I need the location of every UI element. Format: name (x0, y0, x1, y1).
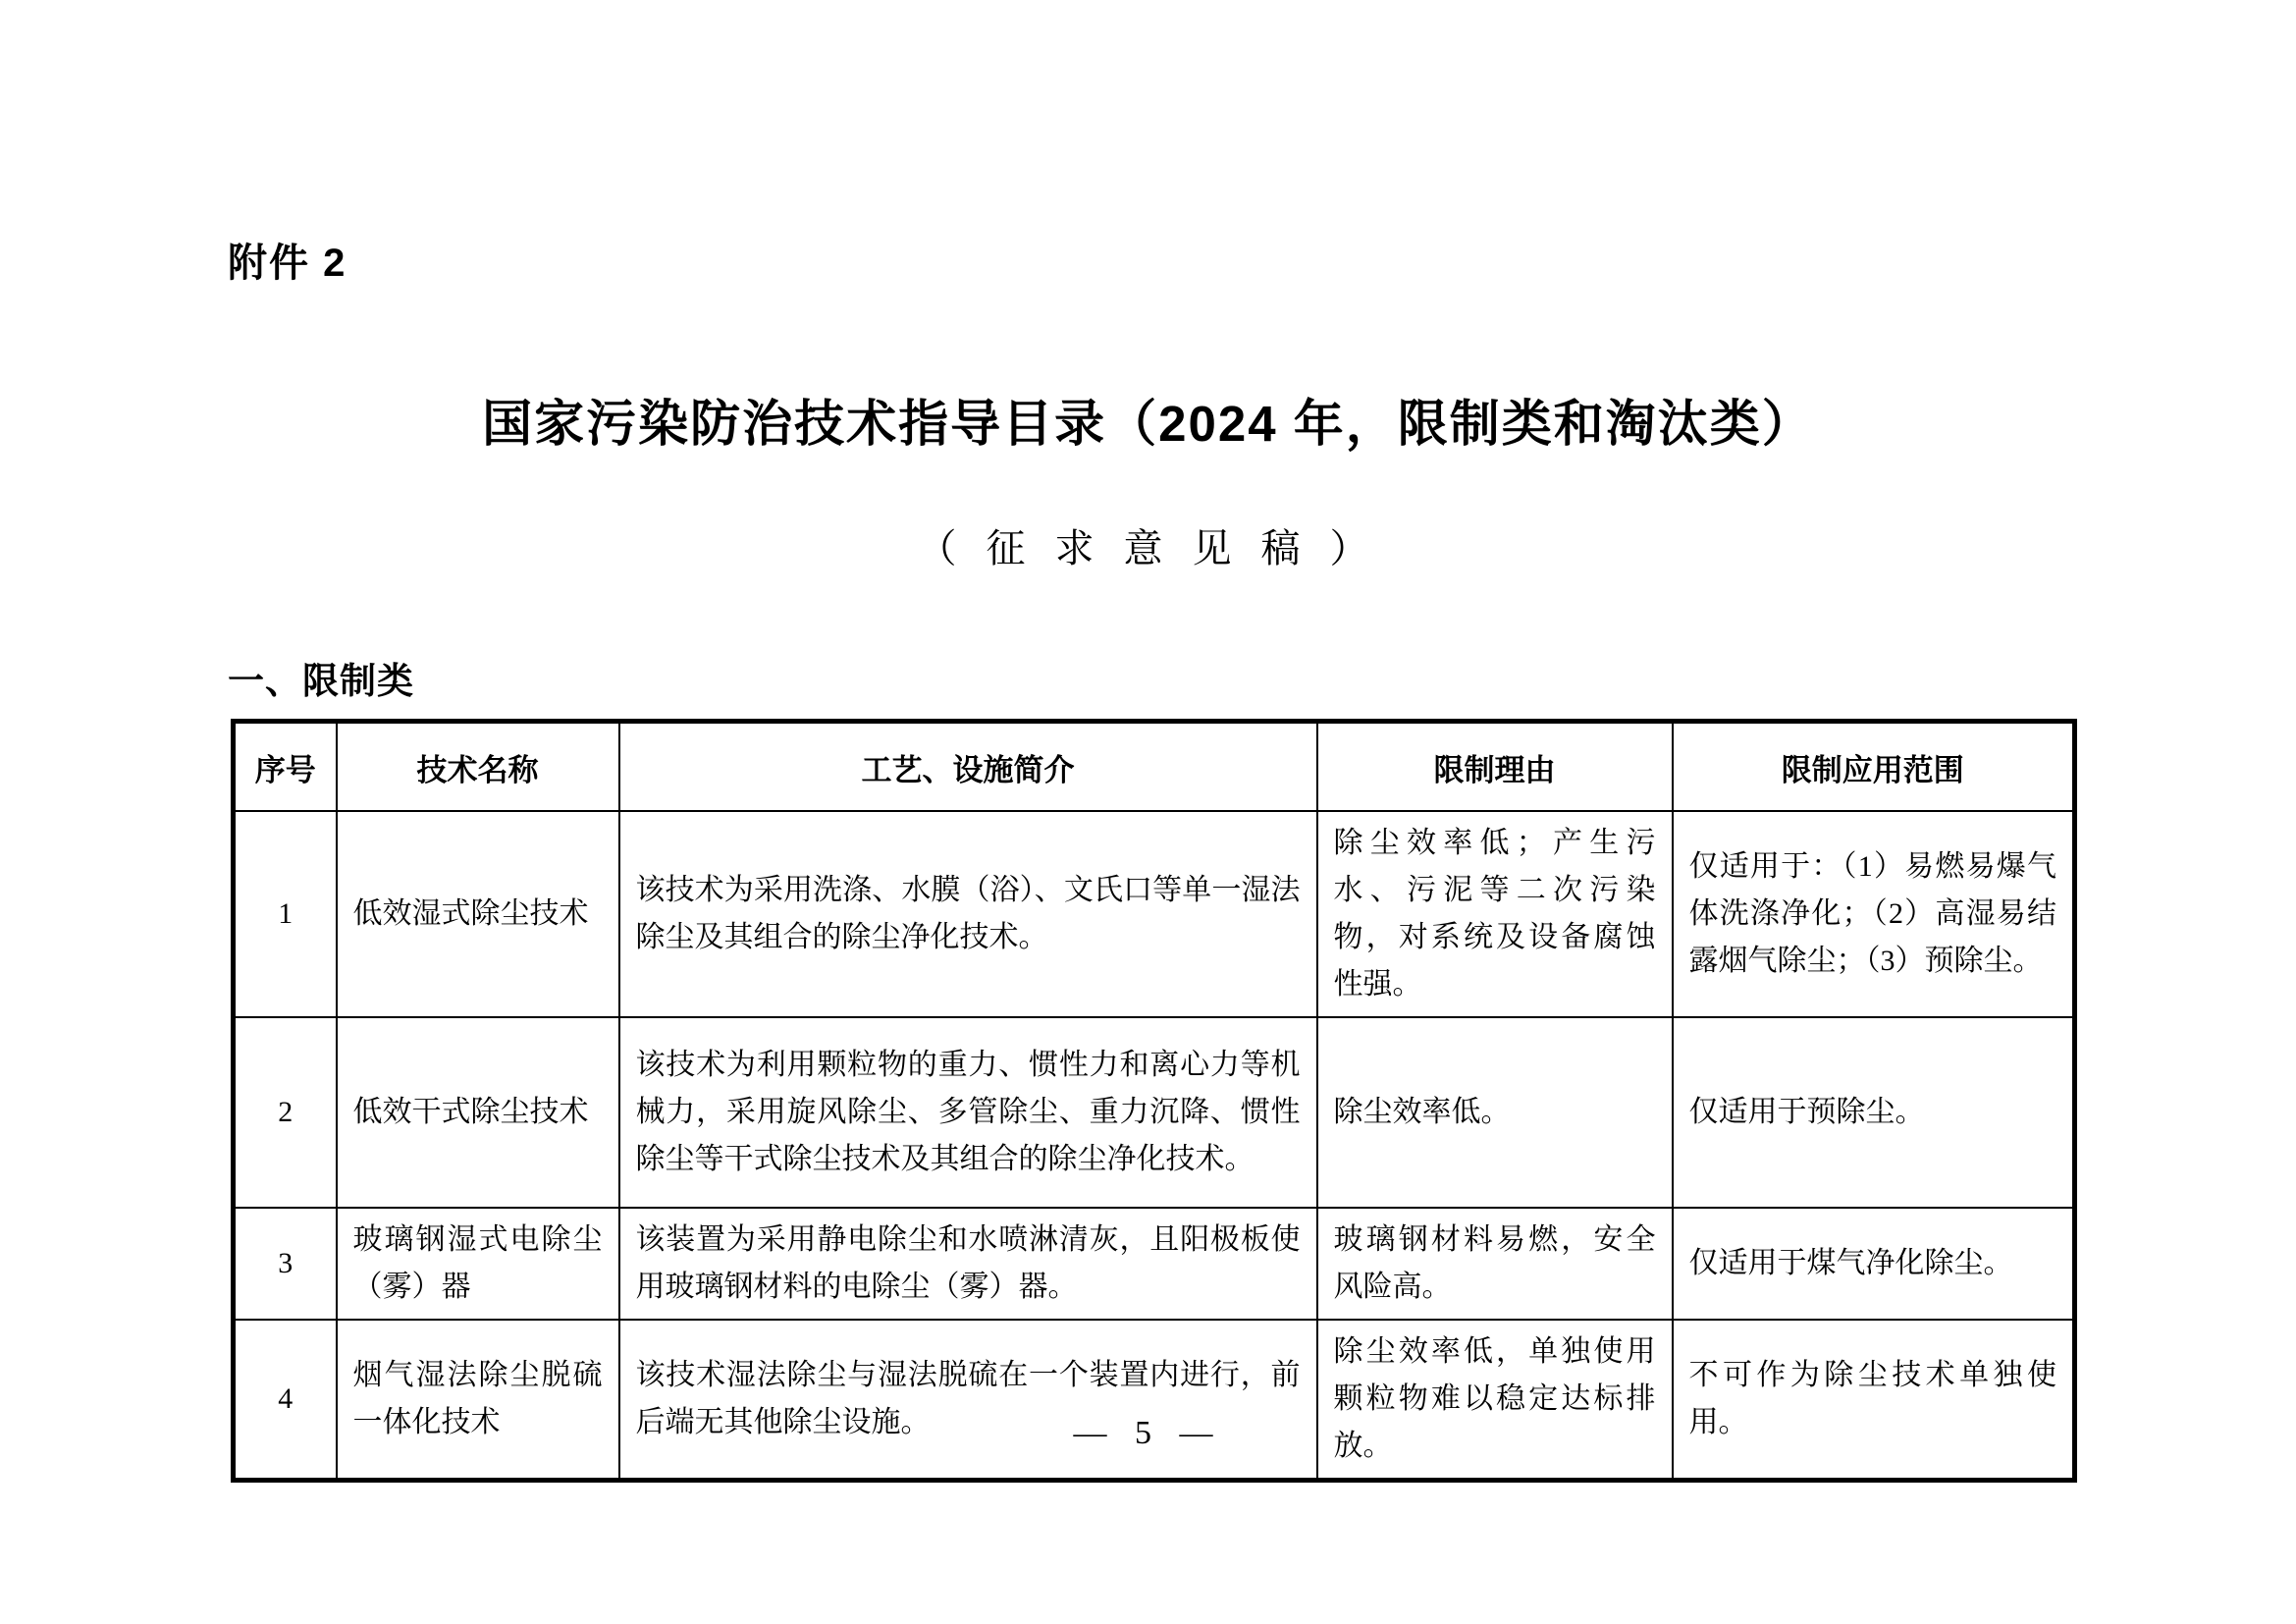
table-row (234, 1320, 2075, 1481)
table-row (234, 1017, 2075, 1208)
col-header-no: 序号 (234, 722, 337, 812)
cell-application-scope: 不可作为除尘技术单独使用。 (1673, 1320, 2075, 1481)
page-number: — 5 — (1073, 1415, 1223, 1451)
cell-process-intro: 该技术为利用颗粒物的重力、惯性力和离心力等机械力，采用旋风除尘、多管除尘、重力沉降、惯性除尘等干式除尘技术及其组合的除尘净化技术。 (619, 1017, 1317, 1208)
cell-no: 3 (234, 1208, 337, 1320)
table-row (234, 811, 2075, 1017)
section-heading-restricted: 一、限制类 (228, 661, 414, 701)
col-header-name: 技术名称 (337, 722, 619, 812)
cell-application-scope: 仅适用于煤气净化除尘。 (1673, 1208, 2075, 1320)
cell-no: 4 (234, 1320, 337, 1481)
cell-process-intro: 该装置为采用静电除尘和水喷淋清灰，且阳极板使用玻璃钢材料的电除尘（雾）器。 (619, 1208, 1317, 1320)
col-header-reason: 限制理由 (1317, 722, 1673, 812)
attachment-label: 附件 2 (228, 242, 347, 285)
cell-restriction-reason: 除尘效率低，单独使用颗粒物难以稳定达标排放。 (1317, 1320, 1673, 1481)
table-row (234, 1208, 2075, 1320)
cell-no: 1 (234, 811, 337, 1017)
document-subtitle: （ 征 求 意 见 稿 ） (917, 526, 1379, 570)
restricted-technologies-table (231, 719, 2077, 1483)
cell-technology-name: 低效湿式除尘技术 (337, 811, 619, 1017)
cell-technology-name: 低效干式除尘技术 (337, 1017, 619, 1208)
cell-restriction-reason: 除尘效率低；产生污水、污泥等二次污染物，对系统及设备腐蚀性强。 (1317, 811, 1673, 1017)
cell-restriction-reason: 玻璃钢材料易燃，安全风险高。 (1317, 1208, 1673, 1320)
cell-application-scope: 仅适用于预除尘。 (1673, 1017, 2075, 1208)
cell-technology-name: 玻璃钢湿式电除尘（雾）器 (337, 1208, 619, 1320)
cell-technology-name: 烟气湿法除尘脱硫一体化技术 (337, 1320, 619, 1481)
col-header-scope: 限制应用范围 (1673, 722, 2075, 812)
cell-process-intro: 该技术湿法除尘与湿法脱硫在一个装置内进行，前后端无其他除尘设施。 (619, 1320, 1317, 1481)
col-header-intro: 工艺、设施简介 (619, 722, 1317, 812)
cell-restriction-reason: 除尘效率低。 (1317, 1017, 1673, 1208)
table-header-row (234, 722, 2075, 812)
document-title: 国家污染防治技术指导目录（2024 年，限制类和淘汰类） (482, 396, 1814, 452)
cell-process-intro: 该技术为采用洗涤、水膜（浴）、文氏口等单一湿法除尘及其组合的除尘净化技术。 (619, 811, 1317, 1017)
cell-application-scope: 仅适用于：（1）易燃易爆气体洗涤净化；（2）高湿易结露烟气除尘；（3）预除尘。 (1673, 811, 2075, 1017)
cell-no: 2 (234, 1017, 337, 1208)
